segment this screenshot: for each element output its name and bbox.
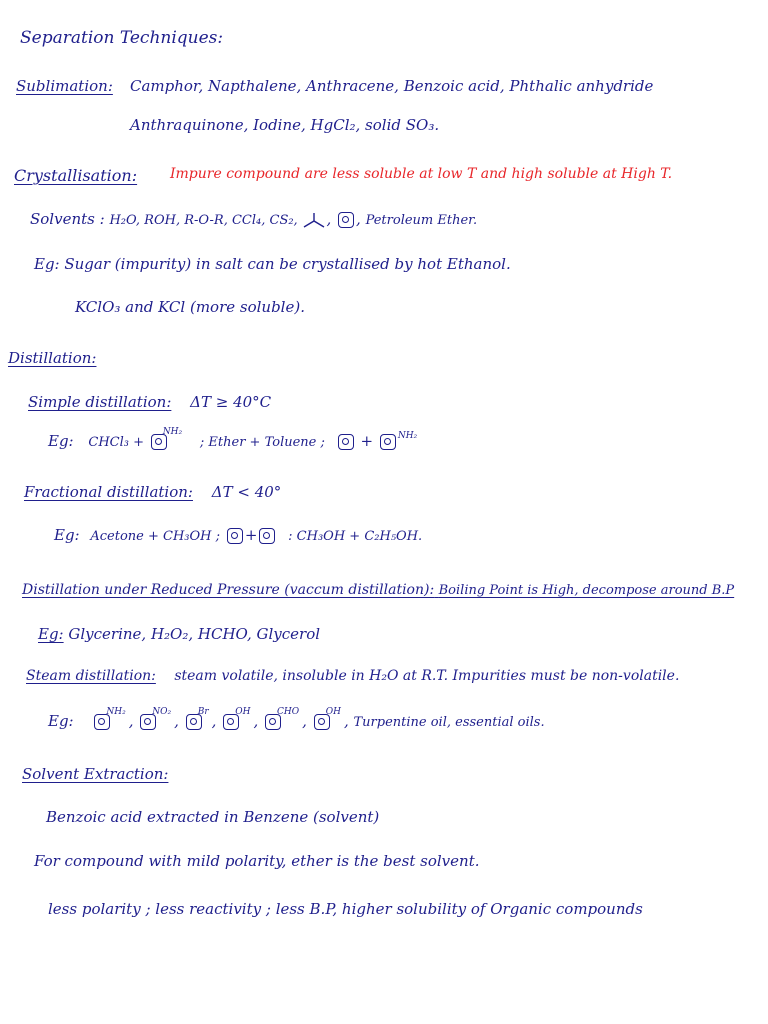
crystallisation-heading: Crystallisation: bbox=[14, 166, 138, 185]
group-label: OH bbox=[325, 707, 341, 717]
solvent-extraction-line-3: less polarity ; less reactivity ; less B.P, higher solubility of Organic compounds bbox=[48, 900, 643, 918]
simple-eg-label: Eg: bbox=[48, 432, 74, 450]
simple-distillation-example bbox=[48, 427, 418, 450]
reduced-pressure-example bbox=[38, 625, 320, 643]
fractional-eg-part1: Acetone + CH₃OH ; bbox=[90, 529, 221, 544]
simple-distillation-row bbox=[28, 393, 271, 411]
plus-sign: + bbox=[360, 432, 374, 450]
aniline-nh2-label: NH₂ bbox=[162, 427, 183, 437]
benzene-ring-icon bbox=[338, 212, 354, 228]
steam-compound: $^{Br}$ , bbox=[184, 712, 217, 730]
steam-eg-tail: Turpentine oil, essential oils. bbox=[353, 715, 545, 730]
crystallisation-example-1: Eg: Sugar (impurity) in salt can be crystallised by hot Ethanol. bbox=[34, 255, 511, 273]
group-label: NH₂ bbox=[106, 707, 126, 717]
reduced-eg-label: Eg: bbox=[38, 625, 64, 643]
benzene-ring-icon bbox=[338, 434, 354, 450]
aniline-ring-icon-2 bbox=[380, 434, 396, 450]
fractional-eg-label: Eg: bbox=[54, 526, 80, 544]
steam-compound: $^{OH}$ , bbox=[221, 712, 258, 730]
toluene-ring-icon bbox=[259, 528, 275, 544]
group-label: NO₂ bbox=[152, 707, 172, 717]
solvents-tail: Petroleum Ether. bbox=[365, 213, 478, 228]
fractional-distillation-example bbox=[54, 526, 422, 544]
steam-compound: $^{CHO}$ , bbox=[263, 712, 307, 730]
benzene-ring-icon bbox=[227, 528, 243, 544]
reduced-pressure-note: Boiling Point is High, decompose around B.P bbox=[438, 583, 735, 598]
group-label: Br bbox=[197, 707, 209, 717]
sublimation-list-1: Camphor, Napthalene, Anthracene, Benzoic acid, Phthalic anhydride bbox=[130, 77, 654, 95]
steam-compound: $^{NO_2}$ , bbox=[138, 712, 179, 730]
plus-sign: + bbox=[244, 526, 258, 544]
fractional-distillation-heading: Fractional distillation: bbox=[24, 483, 193, 501]
crystallisation-note: Impure compound are less soluble at low T and high soluble at High T. bbox=[170, 166, 673, 182]
steam-distillation-example bbox=[48, 707, 545, 730]
solvents-row: Solvents : H₂O, ROH, R-O-R, CCl₄, CS₂, , , Petroleum Ether. bbox=[30, 210, 478, 228]
steam-eg-label: Eg: bbox=[48, 712, 74, 730]
fractional-eg-part2: : CH₃OH + C₂H₅OH. bbox=[288, 529, 423, 544]
steam-distillation-row bbox=[26, 668, 679, 684]
fractional-distillation-condition: ΔT < 40° bbox=[211, 483, 282, 501]
reduced-pressure-row bbox=[22, 582, 734, 598]
reduced-eg-list: Glycerine, H₂O₂, HCHO, Glycerol bbox=[68, 625, 321, 643]
simple-distillation-condition: ΔT ≥ 40°C bbox=[190, 393, 272, 411]
fractional-distillation-row bbox=[24, 483, 281, 501]
group-label: OH bbox=[235, 707, 251, 717]
steam-compound: $^{OH}$ , bbox=[312, 712, 349, 730]
steam-distillation-heading: Steam distillation: bbox=[26, 668, 156, 684]
group-label: CHO bbox=[277, 707, 300, 717]
crystallisation-example-2: KClO₃ and KCl (more soluble). bbox=[75, 298, 305, 316]
steam-compound: $^{NH_2}$ , bbox=[92, 712, 133, 730]
simple-eg-part1: CHCl₃ + bbox=[88, 435, 145, 450]
reduced-pressure-heading: Distillation under Reduced Pressure (vaccum distillation): bbox=[22, 582, 435, 598]
solvents-label: Solvents : bbox=[30, 210, 105, 228]
sublimation-list-2: Anthraquinone, Iodine, HgCl₂, solid SO₃. bbox=[130, 116, 440, 134]
solvents-list: H₂O, ROH, R-O-R, CCl₄, CS₂, bbox=[109, 213, 298, 228]
aniline-nh2-label-2: NH₂ bbox=[397, 431, 418, 441]
sublimation-heading: Sublimation: bbox=[16, 77, 113, 95]
distillation-heading: Distillation: bbox=[8, 349, 97, 367]
solvent-extraction-heading: Solvent Extraction: bbox=[22, 765, 169, 783]
solvent-extraction-line-1: Benzoic acid extracted in Benzene (solvent) bbox=[46, 808, 380, 826]
simple-distillation-heading: Simple distillation: bbox=[28, 393, 172, 411]
steam-distillation-note: steam volatile, insoluble in H₂O at R.T. Impurities must be non-volatile. bbox=[174, 668, 680, 684]
acetone-structure-icon bbox=[302, 211, 326, 229]
page-title: Separation Techniques: bbox=[20, 28, 224, 48]
solvent-extraction-line-2: For compound with mild polarity, ether is the best solvent. bbox=[34, 852, 480, 870]
simple-eg-part2: ; Ether + Toluene ; bbox=[199, 435, 325, 450]
